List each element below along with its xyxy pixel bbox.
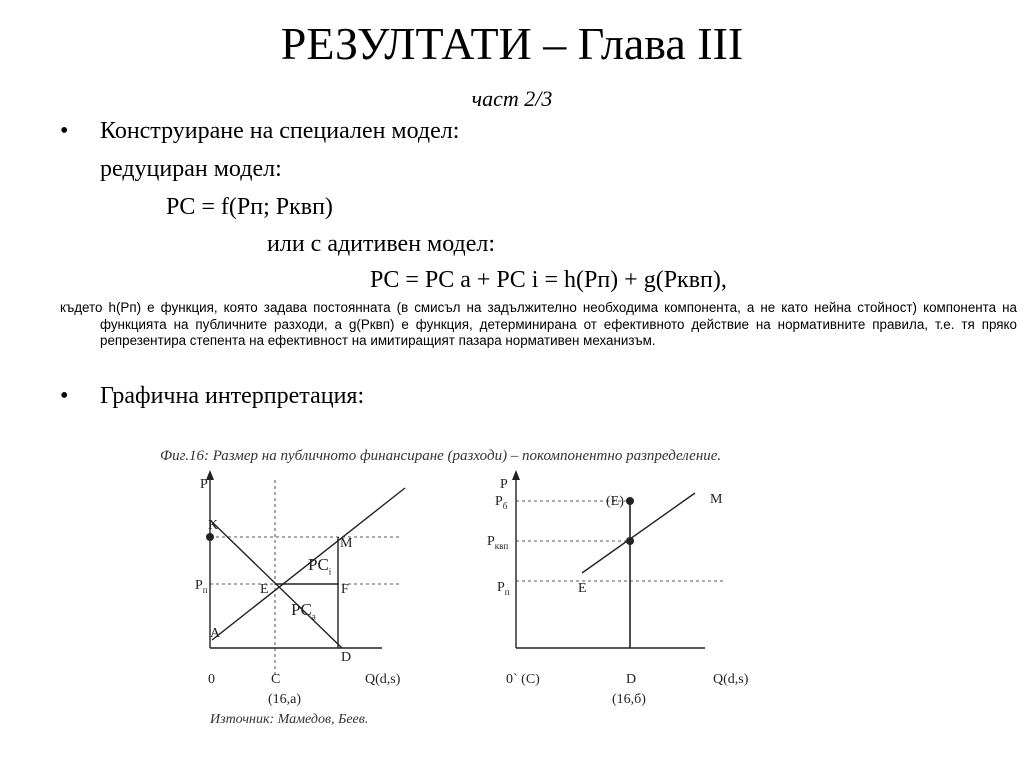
right-y-arrow [512,470,520,480]
right-m-line [582,493,695,573]
bullet-dot: • [60,383,69,409]
right-label-pn [497,580,510,600]
left-sub-label: (16,а) [268,692,302,707]
bullet-item [60,116,460,146]
formula-additive: PC = PC a + PC i = h(Pп) + g(Pквп), [370,267,727,293]
slide-subtitle: част 2/3 [471,86,553,111]
bullet-text: Графична интерпретация: [100,383,365,409]
left-pn-sub: п [202,584,208,595]
right-label-pkvp [487,534,508,554]
left-label-pca [291,602,316,624]
right-pn-base: P [497,580,505,595]
right-sub-label: (16,б) [612,692,646,707]
additive-model-line: или с адитивен модел: [267,231,496,257]
right-pkvp-base: P [487,534,495,549]
right-label-pb [495,494,507,514]
left-label-pn [195,578,208,598]
right-kvp-point [626,537,634,545]
left-x-axis-label: Q(d,s) [365,672,401,687]
right-label-m: M [710,492,723,507]
left-label-m: M [340,536,353,551]
left-label-e: E [260,582,269,597]
explanation-paragraph: където h(Pп) е функция, която задава постоянната (в смисъл на задължително необходима компонента, а не като нейна стойност) компонента на функцията на публичните разходи, а g(Pквп) е функция, детерминирана от ефективното действие на нормативните правила, т.е. тя пряко репрезентира степента на ефективност на имитиращият пазара нормативен механизъм. [60,300,1017,348]
formula-reduced: PC = f(Pп; Pквп) [166,194,333,220]
slide-title: РЕЗУЛТАТИ – Глава III [280,18,744,69]
figure-graphics [150,440,840,740]
left-y-axis-label: P [200,477,208,492]
right-label-e: E [578,581,587,596]
left-label-d: D [341,650,352,665]
bullet-dot: • [60,118,69,144]
left-pci-base: PC [308,555,329,574]
bullet-text: Конструиране на специален модел: [100,118,460,144]
right-y-axis-label: P [500,477,508,492]
right-pb-sub: б [502,500,508,511]
right-label-e-paren: (E) [606,494,624,509]
left-label-pci [308,557,331,579]
right-pkvp-sub: квп [494,540,509,551]
figure-16 [150,440,840,740]
right-pb-base: P [495,494,503,509]
left-graph [206,470,405,678]
left-label-f: F [341,582,349,597]
left-pca-base: PC [291,600,312,619]
left-label-c: C [271,672,281,687]
left-label-a: A [210,626,221,641]
left-pn-base: P [195,578,203,593]
left-label-k: K [208,518,219,533]
bullet-item [60,381,365,411]
left-pci-sub: i [328,566,332,577]
figure-source: Източник: Мамедов, Беев. [210,712,369,727]
left-k-point [206,533,214,541]
right-e-point [626,497,634,505]
right-x-axis-label: Q(d,s) [713,672,749,687]
right-pn-sub: п [504,586,510,597]
left-pca-sub: a [311,611,316,622]
right-label-d: D [626,672,637,687]
bullet-continuation: редуциран модел: [100,156,282,182]
right-origin-label: 0` (C) [506,672,540,687]
figure-caption: Фиг.16: Размер на публичното финансиране (разходи) – покомпонентно разпределение. [160,448,722,464]
left-origin-label: 0 [208,672,215,687]
